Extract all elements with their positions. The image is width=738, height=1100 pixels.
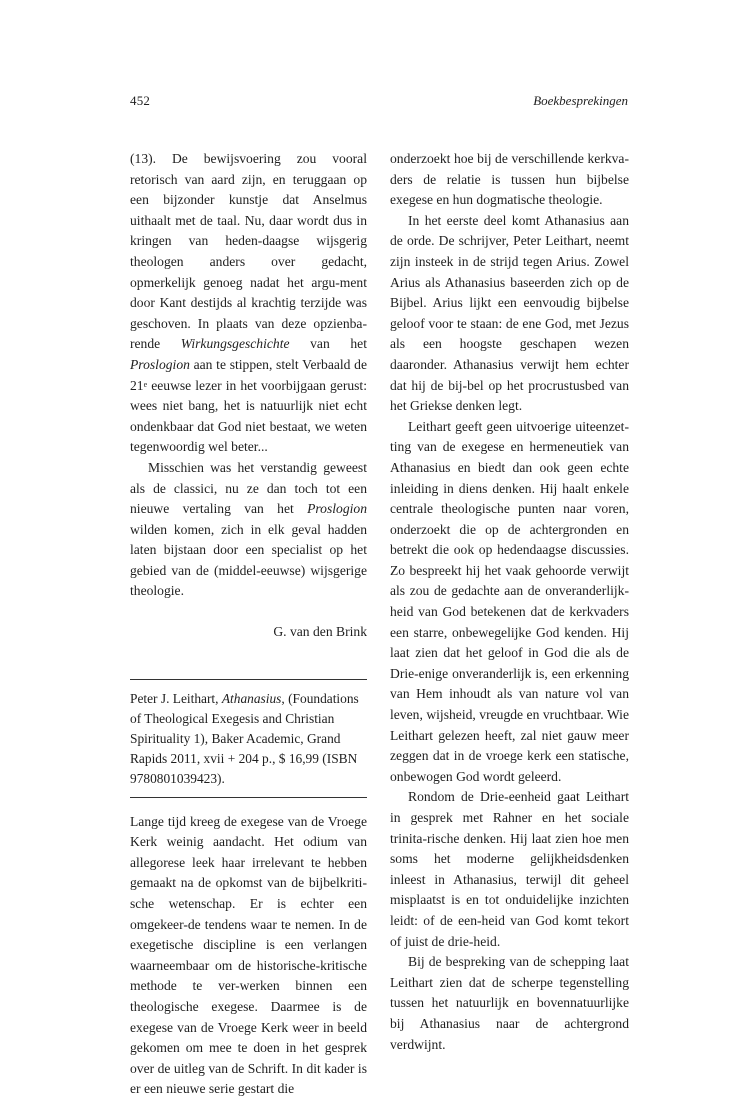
book-citation: Peter J. Leithart, Athanasius, (Foundations of Theological Exegesis and Christian Spirituality 1), Baker Academic, Grand Rapids 2011, xvii + 204 p., $ 16,99 (ISBN 9780801039423).: [130, 690, 359, 786]
right-paragraph-2: In het eerste deel komt Athanasius aan de orde. De schrijver, Peter Leithart, neemt zijn insteek in de strijd tegen Arius. Zowel Arius als Athanasius baseerden zich op de Bijbel. Arius lijkt een eenvoudig bijbelse geloof voor te staan: de ene God, met Jezus als een hoogste geschapen wezen daaronder. Athanasius verwijt hem echter dat hij de bij-bel op het procrustusbed van het Griekse denken legt.: [390, 212, 629, 414]
left-column: [130, 149, 367, 1100]
left-paragraph-3: Lange tijd kreeg de exegese van de Vroege Kerk weinig aandacht. Het odium van allegorese leek haar irrelevant te hebben gemaakt na de opkomst van de bijbelkriti-sche wetenschap. Er is echter een omgekeer-de tendens waar te nemen. In de exegetische discipline is een verlangen waarneembaar om de historische-kritische methode te ver-werken binnen een theologische exegese. Daarmee is de exegese van de Vroege Kerk weer in beeld gekomen om mee te doen in het gesprek over de uitleg van de Schrift. In dit kader is er een nieuwe serie gestart die: [130, 813, 367, 1097]
divider-bottom: [130, 797, 367, 798]
emphasis-wirkungsgeschichte: Wirkungsgeschichte: [180, 336, 290, 352]
right-paragraph-3: Leithart geeft geen uitvoerige uiteenzet-ting van de exegese en hermeneutiek van Athanasius en biedt dan ook geen echte inleiding in diens denken. Hij haalt enkele centrale theologische punten naar voren, onderzoekt die op de achtergronden en betrekt die ook op hedendaagse discussies. Zo bespreekt hij het vaak gehoorde verwijt als zou de gedachte aan de onveranderlijk-heid van God betekenen dat de kerkvaders een starre, onbewegelijke God kenden. Hij laat zien dat het geloof in God die als de Drie-enige onveranderlijk is, een erkenning van Hem inhoudt als van nature vol van leven, wijsheid, vreugde en vruchtbaar. Wie Leithart gelezen heeft, zal niet gauw meer zeggen dat in de vroege kerk een statische, onbewogen God wordt geleerd.: [390, 418, 629, 784]
left-paragraph-2: Misschien was het verstandig geweest als de classici, nu ze dan toch tot een nieuwe vertaling van het Proslogion wilden komen, zich in elk geval hadden laten bijstaan door een specialist op het gebied van de (middel-eeuwse) wijsgerige theologie.: [130, 459, 367, 599]
right-paragraph-4: Rondom de Drie-eenheid gaat Leithart in gesprek met Rahner en het sociale trinita-rische denken. Hij laat zien hoe men soms het moderne gelijkheidsdenken inleest in Athanasius, terwijl dit geheel misplaatst is en tot onduidelijke inzichten leidt: of de een-heid van God komt tekort of juist de drie-heid.: [390, 789, 629, 949]
running-title: Boekbesprekingen: [533, 93, 628, 108]
right-paragraph-1: onderzoekt hoe bij de verschillende kerkva-ders de relatie is tussen hun bijbelse exegese en hun dogmatische theologie.: [390, 151, 629, 208]
left-paragraph-1: (13). De bewijsvoering zou vooral retorisch van aard zijn, en teruggaan op een bijzonder kunstje dat Anselmus uithaalt met de taal. Nu, daar wordt dus in kringen van heden-daagse wijsgerig theologen anders over gedacht, opmerkelijk genoeg nadat het argu-ment door Kant destijds al krachtig terzijde was geschoven. In plaats van deze opzienba-rende Wirkungsgeschichte van het Proslogion aan te stippen, stelt Verbaald de 21e eeuwse lezer in het voorbijgaan gerust: wees niet bang, het is natuurlijk niet echt ondenkbaar dat God niet bestaat, we weten tegenwoordig wel beter...: [130, 151, 367, 455]
page-number: 452: [130, 93, 151, 108]
divider-top: [130, 679, 367, 680]
superscript-e: e: [143, 379, 148, 389]
emphasis-proslogion-2: Proslogion: [307, 501, 367, 517]
book-title: Athanasius: [221, 690, 282, 706]
right-paragraph-5: Bij de bespreking van de schepping laat Leithart zien dat de scherpe tegenstelling tussen het natuurlijk en bovennatuurlijke bij Athanasius naar de achtergrond verdwijnt.: [390, 954, 629, 1052]
right-column: [390, 149, 629, 1055]
emphasis-proslogion: Proslogion: [130, 356, 190, 372]
review-signature: G. van den Brink: [273, 624, 367, 640]
